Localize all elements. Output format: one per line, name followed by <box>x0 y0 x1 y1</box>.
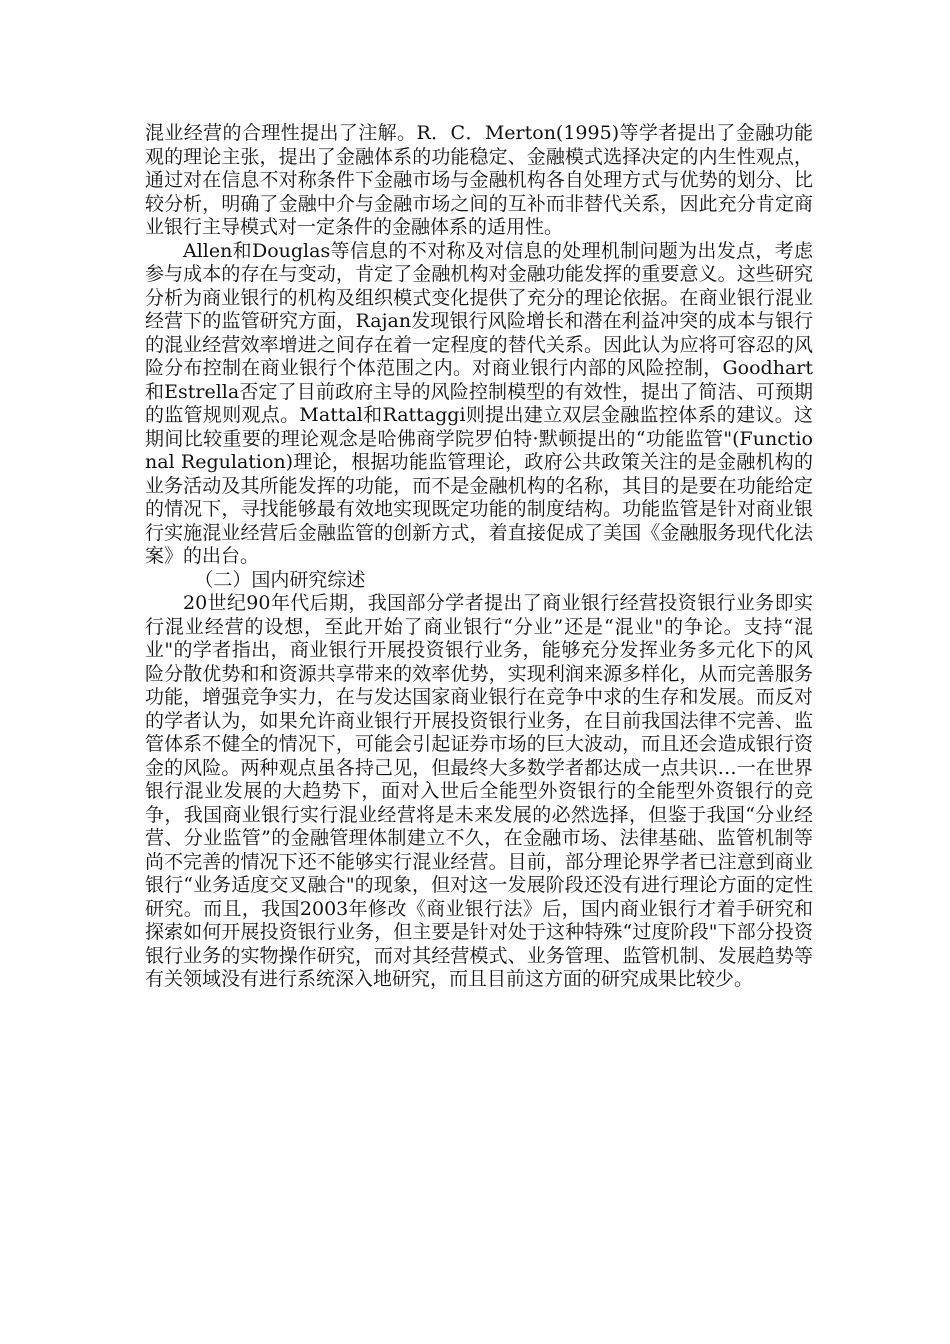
document-body <box>145 122 813 992</box>
section-heading-domestic-research: （二）国内研究综述 <box>194 568 366 591</box>
paragraph-domestic-debate: 20世纪90年代后期，我国部分学者提出了商业银行经营投资银行业务即实行混业经营的设想，至此开始了商业银行“分业”还是“混业"的争论。支持“混业"的学者指出，商业银行开展投资银行业务，能够充分发挥业务多元化下的风险分散优势和和资源共享带来的效率优势，实现利润来源多样化，从而完善服务功能，增强竞争实力，在与发达国家商业银行在竞争中求的生存和发展。而反对的学者认为，如果允许商业银行开展投资银行业务，在目前我国法律不完善、监管体系不健全的情况下，可能会引起证券市场的巨大波动，而且还会造成银行资金的风险。两种观点虽各持己见，但最终大多数学者都达成一点共识…一在世界银行混业发展的大趋势下，面对入世后全能型外资银行的全能型外资银行的竞争，我国商业银行实行混业经营将是未来发展的必然选择，但鉴于我国“分业经营、分业监管”的金融管理体制建立不久，在金融市场、法律基础、监管机制等尚不完善的情况下还不能够实行混业经营。目前，部分理论界学者已注意到商业银行“业务适度交叉融合"的现象，但对这一发展阶段还没有进行理论方面的定性研究。而且，我国2003年修改《商业银行法》后，国内商业银行才着手研究和探索如何开展投资银行业务，但主要是针对处于这种特殊“过度阶段"下部分投资银行业务的实物操作研究，而对其经营模式、业务管理、监管机制、发展趋势等有关领域没有进行系统深入地研究，而且目前这方面的研究成果比较少。 <box>145 592 813 990</box>
paragraph-allen-douglas: Allen和Douglas等信息的不对称及对信息的处理机制问题为出发点，考虑参与成本的存在与变动，肯定了金融机构对金融功能发挥的重要意义。这些研究分析为商业银行的机构及组织模式变化提供了充分的理论依据。在商业银行混业经营下的监管研究方面，Rajan发现银行风险增长和潜在利益冲突的成本与银行的混业经营效率增进之间存在着一定程度的替代关系。因此认为应将可容忍的风险分布控制在商业银行个体范围之内。对商业银行内部的风险控制，Goodhart和Estrella否定了目前政府主导的风险控制模型的有效性，提出了简洁、可预期的监管规则观点。Mattal和Rattaggi则提出建立双层金融监控体系的建议。这期间比较重要的理论观念是哈佛商学院罗伯特·默顿提出的“功能监管"(Functional Regulation)理论，根据功能监管理论，政府公共政策关注的是金融机构的业务活动及其所能发挥的功能，而不是金融机构的名称，其目的是要在功能给定的情况下，寻找能够最有效地实现既定功能的制度结构。功能监管是针对商业银行实施混业经营后金融监管的创新方式，着直接促成了美国《金融服务现代化法案》的出台。 <box>145 239 813 567</box>
paragraph-merton: 混业经营的合理性提出了注解。R．C．Merton(1995)等学者提出了金融功能观的理论主张，提出了金融体系的功能稳定、金融模式选择决定的内生性观点，通过对在信息不对称条件下金融市场与金融机构各自处理方式与优势的划分、比较分析，明确了金融中介与金融市场之间的互补而非替代关系，因此充分肯定商业银行主导模式对一定条件的金融体系的适用性。 <box>145 122 813 238</box>
